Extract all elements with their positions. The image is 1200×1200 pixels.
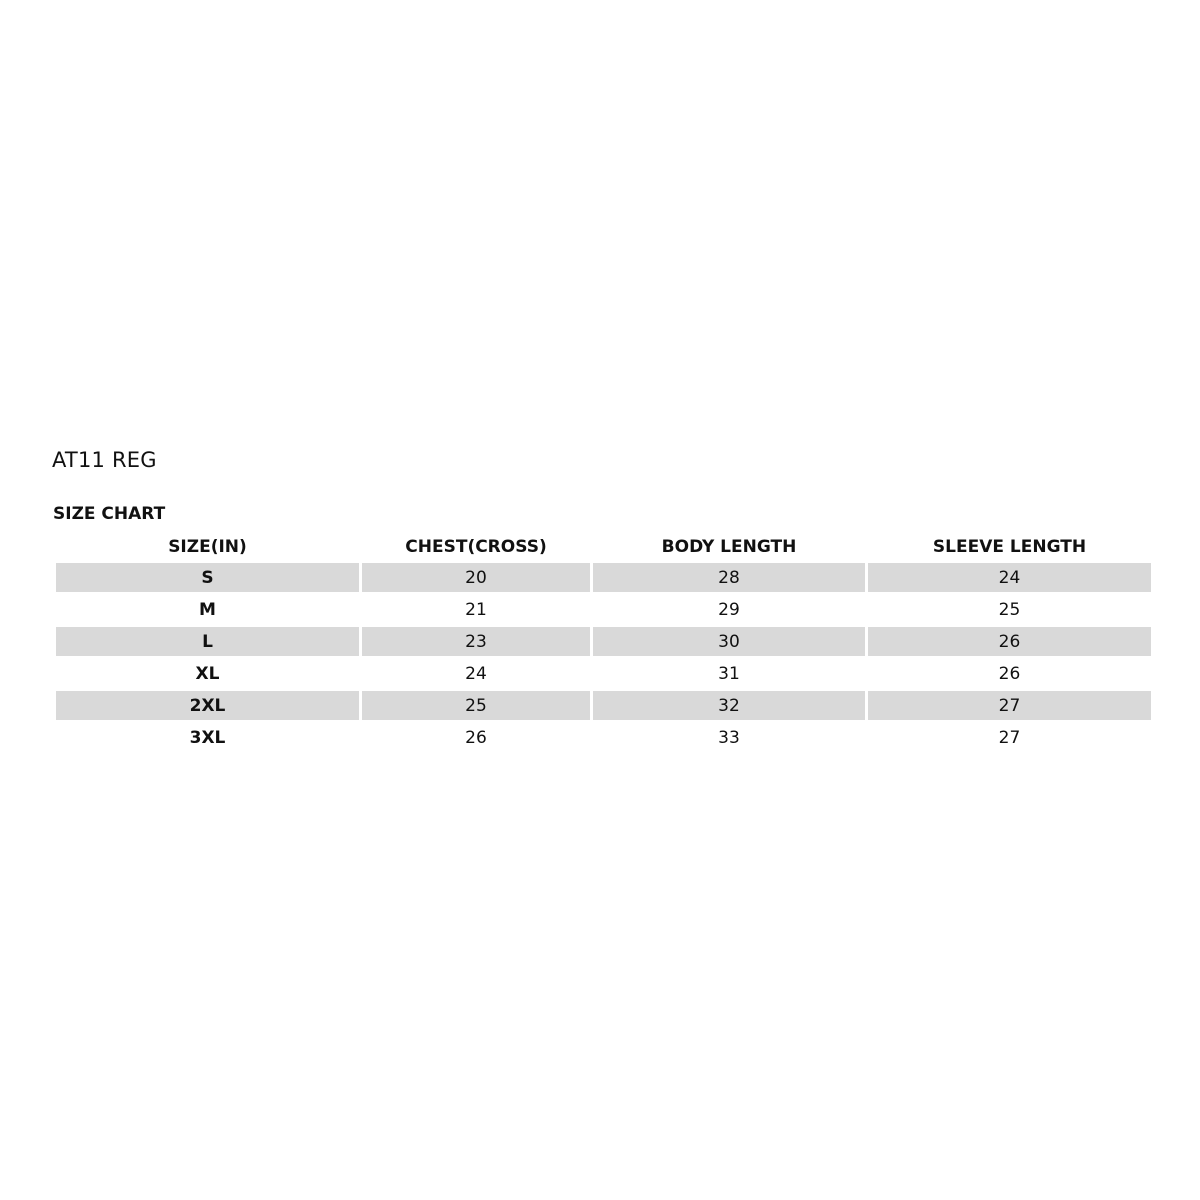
column-header-chest: CHEST(CROSS) — [405, 536, 547, 557]
table-row — [56, 691, 1151, 720]
size-cell: M — [199, 599, 216, 620]
sleeve-length-cell: 27 — [998, 727, 1021, 748]
product-title: AT11 REG — [52, 448, 157, 472]
body-length-cell: 31 — [718, 663, 740, 684]
body-length-cell: 30 — [593, 627, 865, 656]
table-row — [56, 595, 1151, 624]
size-chart-table — [53, 530, 1154, 755]
sleeve-length-cell: 26 — [998, 663, 1021, 684]
chest-cell: 21 — [465, 599, 487, 620]
chest-cell: 26 — [465, 727, 487, 748]
column-header-size: SIZE(IN) — [168, 536, 247, 557]
table-row — [56, 659, 1151, 688]
sleeve-length-cell: 27 — [868, 691, 1151, 720]
size-chart-heading: SIZE CHART — [53, 504, 166, 524]
table-row — [56, 723, 1151, 752]
size-cell: 2XL — [56, 691, 359, 720]
chest-cell: 24 — [465, 663, 487, 684]
size-cell: XL — [195, 663, 220, 684]
table-row — [56, 563, 1151, 592]
sleeve-length-cell: 24 — [868, 563, 1151, 592]
column-header-body-length: BODY LENGTH — [661, 536, 797, 557]
body-length-cell: 28 — [593, 563, 865, 592]
sleeve-length-cell: 26 — [868, 627, 1151, 656]
table-header-row — [56, 533, 1151, 560]
body-length-cell: 33 — [718, 727, 740, 748]
table-row — [56, 627, 1151, 656]
size-cell: S — [56, 563, 359, 592]
chest-cell: 20 — [362, 563, 590, 592]
body-length-cell: 32 — [593, 691, 865, 720]
size-cell: L — [56, 627, 359, 656]
column-header-sleeve-length: SLEEVE LENGTH — [932, 536, 1087, 557]
sleeve-length-cell: 25 — [998, 599, 1021, 620]
chest-cell: 25 — [362, 691, 590, 720]
body-length-cell: 29 — [718, 599, 740, 620]
chest-cell: 23 — [362, 627, 590, 656]
size-cell: 3XL — [189, 727, 226, 748]
